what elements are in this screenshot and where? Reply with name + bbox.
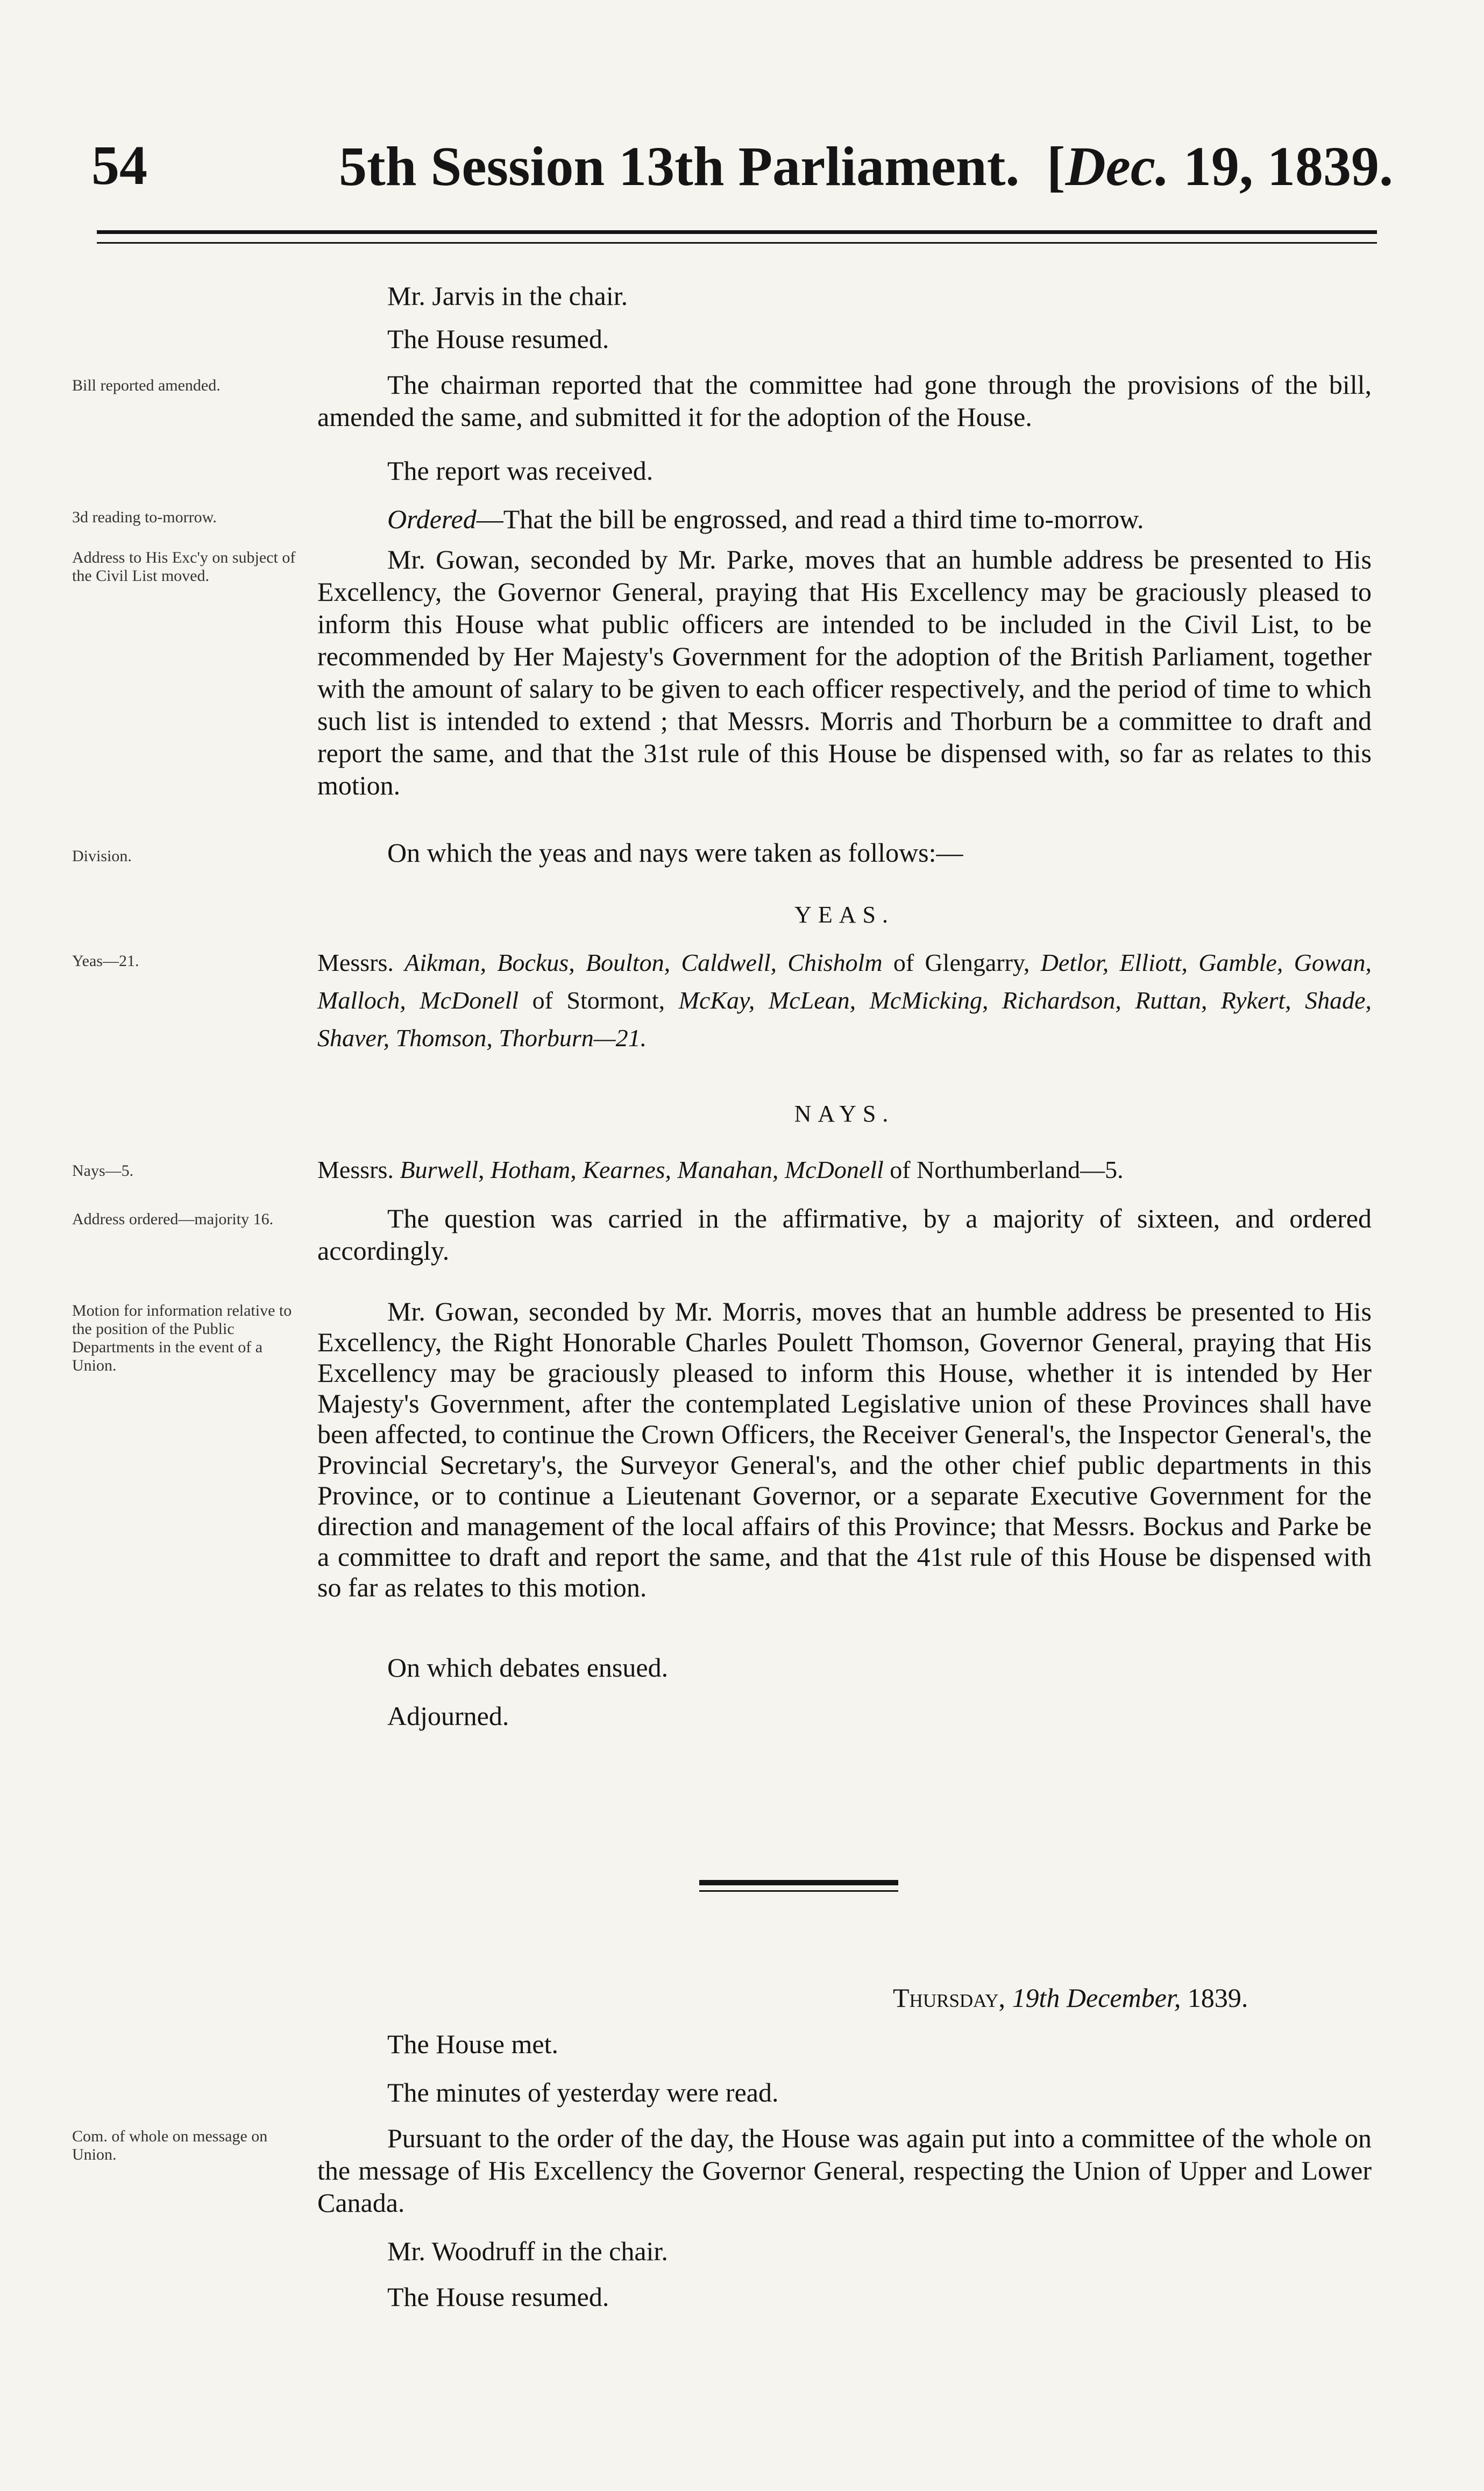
paragraph-house-resumed: The House resumed. [387, 2282, 609, 2312]
margin-note-address-ordered: Address ordered—majority 16. [72, 1210, 274, 1228]
nays-list: Messrs. Burwell, Hotham, Kearnes, Manahan, McDonell of Northumberland—5. [317, 1156, 1124, 1183]
section-divider-thin [699, 1890, 898, 1892]
paragraph-woodruff-chair: Mr. Woodruff in the chair. [387, 2236, 668, 2266]
paragraph-division: On which the yeas and nays were taken as follows:— [387, 838, 963, 868]
header-rule-thin [97, 242, 1377, 244]
margin-note-third-reading: 3d reading to-morrow. [72, 508, 217, 526]
margin-note-nays: Nays—5. [72, 1162, 134, 1180]
paragraph-chair: Mr. Jarvis in the chair. [387, 281, 628, 311]
header-rule [97, 230, 1377, 234]
paragraph-resumed: The House resumed. [387, 324, 609, 354]
paragraph-gowan-motion-2: Mr. Gowan, seconded by Mr. Morris, moves that an humble address be presented to His Excellency, the Right Honorable Charles Poulett Thomson, Governor General, praying that His Excellency may be graciously pleased to inform this House, whether it is intended by Her Majesty's Government, after the contemplated Legislative union of these Provinces shall have been affected, to continue the Crown Officers, the Receiver General's, the Inspector General's, the Provincial Secretary's, the Surveyor General's, and the other chief public departments in this Province, or to continue a Lieutenant Governor, or a separate Executive Government for the direction and management of the local affairs of this Province; that Messrs. Bockus and Parke be a committee to draft and report the same, and that the 41st rule of this House be dispensed with so far as relates to this motion. [317, 1296, 1372, 1602]
section-divider [699, 1880, 898, 1885]
yeas-list: Messrs. Aikman, Bockus, Boulton, Caldwell, Chisholm of Glengarry, Detlor, Elliott, Gamble, Gowan, Malloch, McDonell of Stormont, McKay, McLean, McMicking, Richardson, Ruttan, Rykert, Shade, Shaver, Thomson, Thorburn—21. [317, 949, 1372, 1052]
session-title: 5th Session 13th Parliament. [339, 136, 1020, 197]
margin-note-address: Address to His Exc'y on subject of the Civil List moved. [72, 549, 296, 585]
paragraph-house-met: The House met. [387, 2029, 558, 2059]
paragraph-gowan-motion-1: Mr. Gowan, seconded by Mr. Parke, moves that an humble address be presented to His Excellency, the Governor General, praying that His Excellency may be graciously pleased to inform this House what public officers are intended to be included in the Civil List, to be recommended by Her Majesty's Government for the adoption of the British Parliament, together with the amount of salary to be given to each officer respectively, and the period of time to which such list is intended to extend ; that Messrs. Morris and Thorburn be a committee to draft and report the same, and that the 31st rule of this House be dispensed with, so far as relates to this motion. [317, 544, 1372, 800]
margin-note-committee-union: Com. of whole on message on Union. [72, 2127, 268, 2163]
paragraph-pursuant: Pursuant to the order of the day, the House was again put into a committee of the whole on the message of His Excellency the Governor General, respecting the Union of Upper and Lower Canada. [317, 2123, 1372, 2218]
margin-note-yeas: Yeas—21. [72, 952, 139, 970]
page-number: 54 [91, 134, 147, 196]
paragraph-adjourned: Adjourned. [387, 1701, 509, 1731]
header-date: [Dec. 19, 1839. [1046, 136, 1393, 197]
margin-note-bill: Bill reported amended. [72, 377, 221, 394]
paragraph-ordered: Ordered—That the bill be engrossed, and read a third time to-morrow. [387, 504, 1144, 534]
margin-note-motion-info: Motion for information relative to the position of the Public Departments in the event of a Union. [72, 1302, 292, 1374]
page-header [91, 124, 1393, 204]
margin-note-division: Division. [72, 847, 132, 865]
paragraph-carried: The question was carried in the affirmative, by a majority of sixteen, and ordered accordingly. [317, 1203, 1372, 1266]
paragraph-reported: The chairman reported that the committee had gone through the provisions of the bill, amended the same, and submitted it for the adoption of the House. [317, 370, 1372, 432]
paragraph-debates: On which debates ensued. [387, 1652, 669, 1683]
paragraph-minutes: The minutes of yesterday were read. [387, 2077, 779, 2107]
nays-heading: NAYS. [794, 1101, 895, 1127]
yeas-heading: YEAS. [794, 902, 894, 928]
dateline: Thursday, 19th December, 1839. [893, 1983, 1248, 2013]
paragraph-received: The report was received. [387, 456, 654, 486]
